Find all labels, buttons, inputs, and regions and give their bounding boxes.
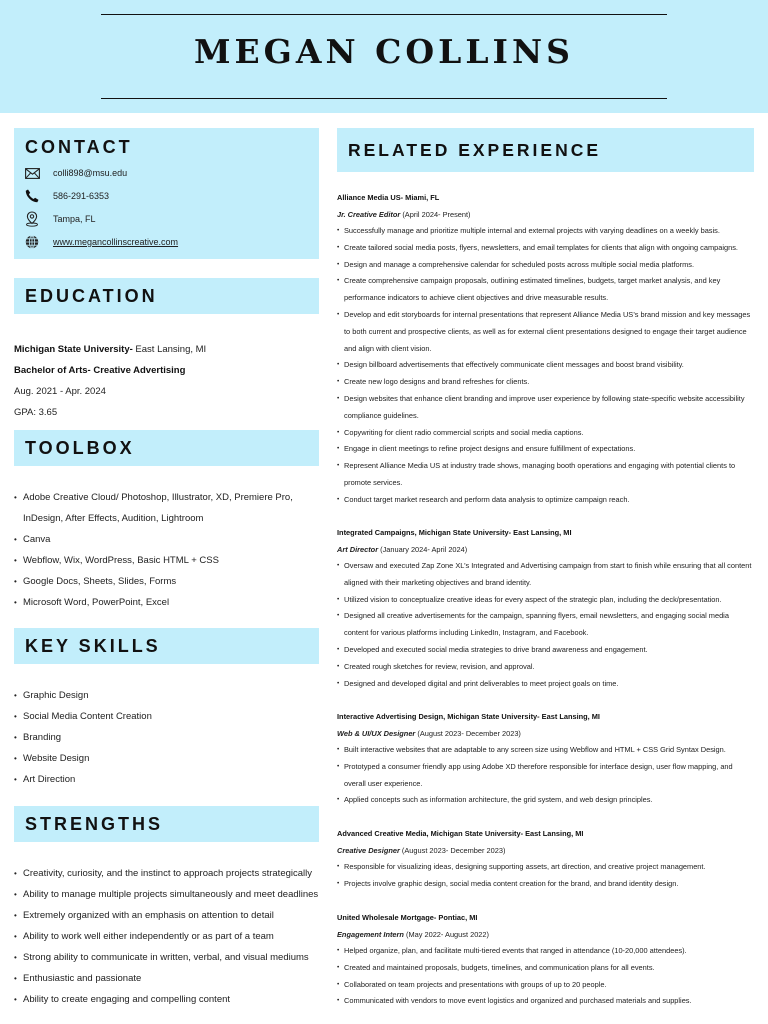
list-item: • Strong ability to communicate in written, verbal, and visual mediums [14,947,324,968]
education-school-location: East Lansing, MI [132,344,207,355]
list-item: • Ability to work well either independently or as part of a team [14,926,324,947]
list-item: • Creativity, curiosity, and the instinct to approach projects strategically [14,863,324,884]
list-item: • Created and maintained proposals, budgets, timelines, and communication plans for all events. [337,960,754,977]
list-item: • Built interactive websites that are adaptable to any screen size using Webflow and HTML + CSS Grid Syntax Design. [337,742,754,759]
list-item: • Oversaw and executed Zap Zone XL’s Integrated and Advertising campaign from start to finish while ensuring that all content aligned with their marketing objectives and brand identity. [337,558,754,592]
envelope-icon [24,166,40,180]
strengths-heading: STRENGTHS [14,806,319,842]
left-column [14,128,319,1005]
list-item: • Created rough sketches for review, revision, and approval. [337,659,754,676]
job-dates: (August 2023- December 2023) [415,729,521,738]
job-company: Interactive Advertising Design, Michigan State University- East Lansing, MI [337,712,600,721]
map-pin-icon [24,212,40,226]
list-item: • Website Design [14,748,319,769]
job-company: United Wholesale Mortgage- Pontiac, MI [337,913,478,922]
education-degree: Bachelor of Arts- Creative Advertising [14,365,186,376]
contact-location-row [24,212,96,226]
contact-website-link[interactable]: www.megancollinscreative.com [53,237,179,247]
list-item: • Branding [14,727,319,748]
list-item: • Utilized vision to conceptualize creative ideas for every aspect of the strategic plan, including the deck/presentation. [337,592,754,609]
experience-job-interactive-advertising [337,708,754,809]
list-item: • Responsible for visualizing ideas, designing supporting assets, art direction, and creative project management. [337,859,754,876]
list-item: • Prototyped a consumer friendly app using Adobe XD therefore responsible for interface design, user flow mapping, and overall user experience. [337,759,754,793]
resume-name: MEGAN COLLINS [194,32,574,71]
job-role-line [337,926,754,943]
job-dates: (August 2023- December 2023) [399,846,506,855]
contact-phone: 586-291-6353 [53,191,110,201]
list-item: • Design and manage a comprehensive calendar for scheduled posts across multiple social media platforms. [337,257,754,274]
job-dates: (April 2024- Present) [400,210,471,219]
list-item: • Canva [14,529,319,550]
job-role: Creative Designer [337,846,400,855]
globe-icon [24,235,40,249]
phone-icon [24,189,40,203]
list-item: • Graphic Design [14,685,319,706]
list-item: • Social Media Content Creation [14,706,319,727]
list-item: • Design billboard advertisements that effectively communicate client messages and boost brand visibility. [337,357,754,374]
list-item: • Adobe Creative Cloud/ Photoshop, Illustrator, XD, Premiere Pro, InDesign, After Effects, Audition, Lightroom [14,487,319,529]
list-item: • Develop and edit storyboards for internal presentations that represent Alliance Media US’s brand mission and key messages to both current and prospective clients, as well as for external client presentations designed to engage their target audience and align with client vision. [337,307,754,357]
list-item: • Developed and executed social media strategies to drive brand awareness and engagement. [337,642,754,659]
job-role-line [337,541,754,558]
job-role: Web & UI/UX Designer [337,729,416,738]
experience-job-advanced-creative-media [337,825,754,893]
contact-email-row [24,166,127,180]
list-item: • Ability to create engaging and compelling content [14,989,324,1010]
key-skills-heading: KEY SKILLS [14,628,319,664]
job-role: Art Director [337,545,379,554]
list-item: • Designed all creative advertisements for the campaign, spanning flyers, email newsletters, and engaging social media content for various platforms including LinkedIn, Instagram, and Facebook. [337,608,754,642]
job-bullets [337,859,754,893]
contact-website-row [24,235,178,249]
experience-job-united-wholesale-mortgage [337,909,754,1010]
contact-title: CONTACT [25,137,133,157]
list-item: • Ability to manage multiple projects simultaneously and meet deadlines [14,884,324,905]
job-role-line [337,206,754,223]
education-heading: EDUCATION [14,278,319,314]
list-item: • Create tailored social media posts, flyers, newsletters, and email templates for clients that align with ongoing campaigns. [337,240,754,257]
job-company: Alliance Media US- Miami, FL [337,193,440,202]
job-role: Engagement Intern [337,930,404,939]
list-item: • Applied concepts such as information architecture, the grid system, and web design principles. [337,792,754,809]
header-banner [0,0,768,113]
list-item: • Copywriting for client radio commercial scripts and social media captions. [337,425,754,442]
list-item: • Art Direction [14,769,319,790]
job-role-line [337,725,754,742]
list-item: • Create new logo designs and brand refreshes for clients. [337,374,754,391]
list-item: • Collaborated on team projects and presentations with groups of up to 20 people. [337,977,754,994]
header-top-rule [101,14,667,15]
list-item: • Microsoft Word, PowerPoint, Excel [14,592,319,613]
experience-heading: RELATED EXPERIENCE [337,128,754,172]
toolbox-list [14,487,319,613]
experience-job-alliance-media [337,189,754,509]
list-item: • Google Docs, Sheets, Slides, Forms [14,571,319,592]
list-item: • Create comprehensive campaign proposals, outlining estimated timelines, budgets, target market analysis, and key performance indicators to achieve client objectives and drive measurable results. [337,273,754,307]
contact-location: Tampa, FL [53,214,96,224]
list-item: • Webflow, Wix, WordPress, Basic HTML + CSS [14,550,319,571]
list-item: • Design websites that enhance client branding and improve user experience by following state-specific website accessibility compliance guidelines. [337,391,754,425]
list-item: • Engage in client meetings to refine project designs and ensure fulfillment of expectations. [337,441,754,458]
job-bullets [337,558,754,692]
education-section [14,339,319,423]
header-bottom-rule [101,98,667,99]
job-bullets [337,943,754,1010]
education-school: Michigan State University- [14,344,133,355]
contact-email[interactable]: colli898@msu.edu [53,168,128,178]
contact-section [14,128,319,259]
list-item: • Designed and developed digital and print deliverables to meet project goals on time. [337,676,754,693]
key-skills-list [14,685,319,790]
job-dates: (May 2022- August 2022) [403,930,489,939]
job-bullets [337,223,754,509]
list-item: • Enthusiastic and passionate [14,968,324,989]
education-gpa: GPA: 3.65 [14,407,58,418]
job-bullets [337,742,754,809]
contact-phone-row [24,189,109,203]
list-item: • Successfully manage and prioritize multiple internal and external projects with varying deadlines on a weekly basis. [337,223,754,240]
list-item: • Communicated with vendors to move event logistics and organized and purchased materials and supplies. [337,993,754,1010]
list-item: • Represent Alliance Media US at industry trade shows, managing booth operations and engaging with potential clients to promote services. [337,458,754,492]
list-item: • Projects involve graphic design, social media content creation for the brand, and brand identity design. [337,876,754,893]
list-item: • Helped organize, plan, and facilitate multi-tiered events that ranged in attendance (10-20,000 attendees). [337,943,754,960]
job-company: Advanced Creative Media, Michigan State University- East Lansing, MI [337,829,584,838]
strengths-list [14,863,324,1010]
job-role-line [337,842,754,859]
toolbox-heading: TOOLBOX [14,430,319,466]
job-dates: (January 2024- April 2024) [378,545,468,554]
job-role: Jr. Creative Editor [337,210,401,219]
education-school-line [14,339,319,360]
experience-job-integrated-campaigns [337,524,754,692]
list-item: • Extremely organized with an emphasis on attention to detail [14,905,324,926]
education-dates: Aug. 2021 - Apr. 2024 [14,386,106,397]
job-company: Integrated Campaigns, Michigan State University- East Lansing, MI [337,528,572,537]
list-item: • Conduct target market research and perform data analysis to optimize campaign reach. [337,492,754,509]
